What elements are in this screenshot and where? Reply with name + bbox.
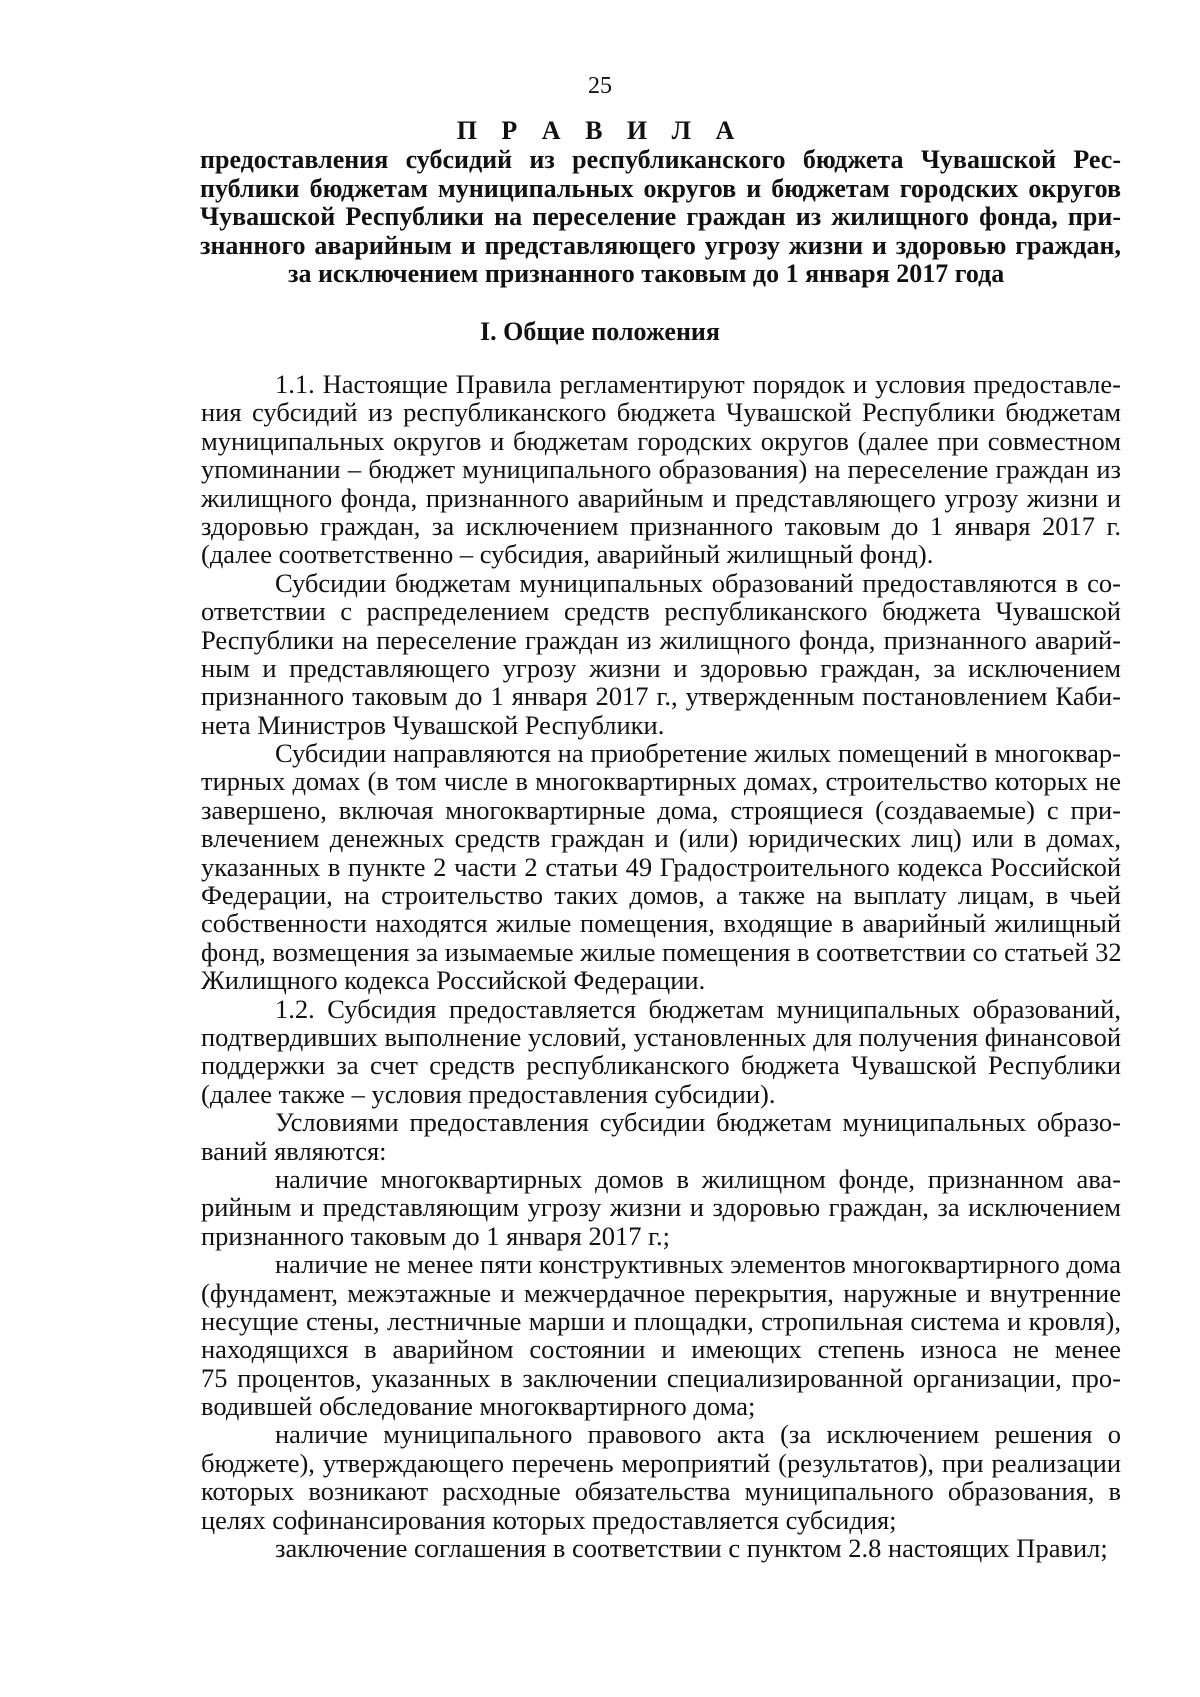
paragraph-line: наличие не менее пяти конструктивных элементов многоквартирного дома <box>275 1249 1121 1280</box>
paragraph-line: ным и представляющего угрозу жизни и здоровью граждан, за исключением <box>201 652 1121 683</box>
paragraph-line: целях софинансирования которых предоставляется субсидия; <box>201 1504 897 1535</box>
page-number: 25 <box>588 73 612 99</box>
paragraph-line: наличие муниципального правового акта (за исключением решения о <box>275 1419 1121 1450</box>
paragraph-line: собственности находятся жилые помещения, входящие в аварийный жилищный <box>201 908 1121 939</box>
paragraph-line: упоминании – бюджет муниципального образования) на переселение граждан из <box>201 454 1121 485</box>
paragraph-line: 1.2. Субсидия предоставляется бюджетам муниципальных образований, <box>275 993 1121 1024</box>
paragraph-line: водившей обследование многоквартирного дома; <box>201 1391 756 1422</box>
paragraph-line: влечением денежных средств граждан и (или) юридических лиц) или в домах, <box>201 823 1121 854</box>
paragraph-line: фонд, возмещения за изымаемые жилые помещения в соответствии со статьей 32 <box>201 936 1122 967</box>
subtitle-line: Чувашской Республики на переселение граждан из жилищного фонда, при- <box>200 202 1121 231</box>
document-subtitle <box>200 146 1121 289</box>
paragraph-line: Республики на переселение граждан из жилищного фонда, признанного аварий- <box>201 624 1121 655</box>
paragraph-line: Федерации, на строительство таких домов, а также на выплату лицам, в чьей <box>201 880 1121 911</box>
document-title: П Р А В И Л А <box>456 116 744 145</box>
paragraph-line: заключение соглашения в соответствии с пунктом 2.8 настоящих Правил; <box>275 1533 1108 1564</box>
paragraph-line: тирных домах (в том числе в многоквартирных домах, строительство которых не <box>201 766 1121 797</box>
subtitle-line: за исключением признанного таковым до 1 января 2017 года <box>288 259 1005 288</box>
subtitle-line: предоставления субсидий из республиканского бюджета Чувашской Рес- <box>200 145 1121 174</box>
body-text <box>201 370 1121 1562</box>
paragraph-line: ваний являются: <box>201 1135 387 1166</box>
subtitle-line: публики бюджетам муниципальных округов и бюджетам городских округов <box>200 173 1121 203</box>
paragraph-line: нета Министров Чувашской Республики. <box>201 709 665 740</box>
paragraph-line: которых возникают расходные обязательства муниципального образования, в <box>201 1476 1121 1507</box>
paragraph-line: подтвердивших выполнение условий, установленных для получения финансовой <box>201 1021 1121 1052</box>
paragraph-line: здоровью граждан, за исключением признанного таковым до 1 января 2017 г. <box>201 510 1121 541</box>
paragraph-line: 1.1. Настоящие Правила регламентируют порядок и условия предоставле- <box>275 369 1121 399</box>
paragraph-line: признанного таковым до 1 января 2017 г.; <box>201 1220 670 1251</box>
paragraph-line: находящихся в аварийном состоянии и имеющих степень износа не менее <box>201 1334 1121 1365</box>
paragraph-line: Условиями предоставления субсидии бюджетам муниципальных образо- <box>275 1107 1121 1138</box>
paragraph-line: (фундамент, межэтажные и межчердачное перекрытия, наружные и внутренние <box>201 1277 1121 1308</box>
paragraph-line: наличие многоквартирных домов в жилищном фонде, признанном ава- <box>275 1163 1121 1194</box>
paragraph-line: завершено, включая многоквартирные дома, строящиеся (создаваемые) с при- <box>201 794 1121 825</box>
paragraph-line: бюджете), утверждающего перечень мероприятий (результатов), при реализации <box>201 1447 1121 1478</box>
paragraph-line: 75 процентов, указанных в заключении специализированной организации, про- <box>201 1362 1121 1393</box>
paragraph-line: Субсидии направляются на приобретение жилых помещений в многоквар- <box>275 738 1121 769</box>
paragraph-line: (далее также – условия предоставления субсидии). <box>201 1078 776 1109</box>
paragraph-line: жилищного фонда, признанного аварийным и представляющего угрозу жизни и <box>201 482 1121 513</box>
paragraph-line: Жилищного кодекса Российской Федерации. <box>201 965 706 996</box>
paragraph-line: признанного таковым до 1 января 2017 г., утвержденным постановлением Каби- <box>201 681 1121 712</box>
paragraph-line: (далее соответственно – субсидия, аварийный жилищный фонд). <box>201 539 934 570</box>
paragraph-line: ния субсидий из республиканского бюджета Чувашской Республики бюджетам <box>201 397 1121 428</box>
subtitle-line: знанного аварийным и представляющего угрозу жизни и здоровью граждан, <box>200 230 1121 260</box>
paragraph-line: рийным и представляющим угрозу жизни и здоровью граждан, за исключением <box>201 1192 1121 1223</box>
section-heading: I. Общие положения <box>480 317 720 346</box>
paragraph-line: ответствии с распределением средств республиканского бюджета Чувашской <box>201 596 1121 627</box>
paragraph-line: Субсидии бюджетам муниципальных образований предоставляются в со- <box>275 567 1121 598</box>
paragraph-line: муниципальных округов и бюджетам городских округов (далее при совместном <box>201 425 1121 456</box>
paragraph-line: указанных в пункте 2 части 2 статьи 49 Градостроительного кодекса Российской <box>201 851 1121 882</box>
paragraph-line: несущие стены, лестничные марши и площадки, стропильная система и кровля), <box>201 1305 1121 1336</box>
paragraph-line: поддержки за счет средств республиканского бюджета Чувашской Республики <box>201 1050 1121 1081</box>
